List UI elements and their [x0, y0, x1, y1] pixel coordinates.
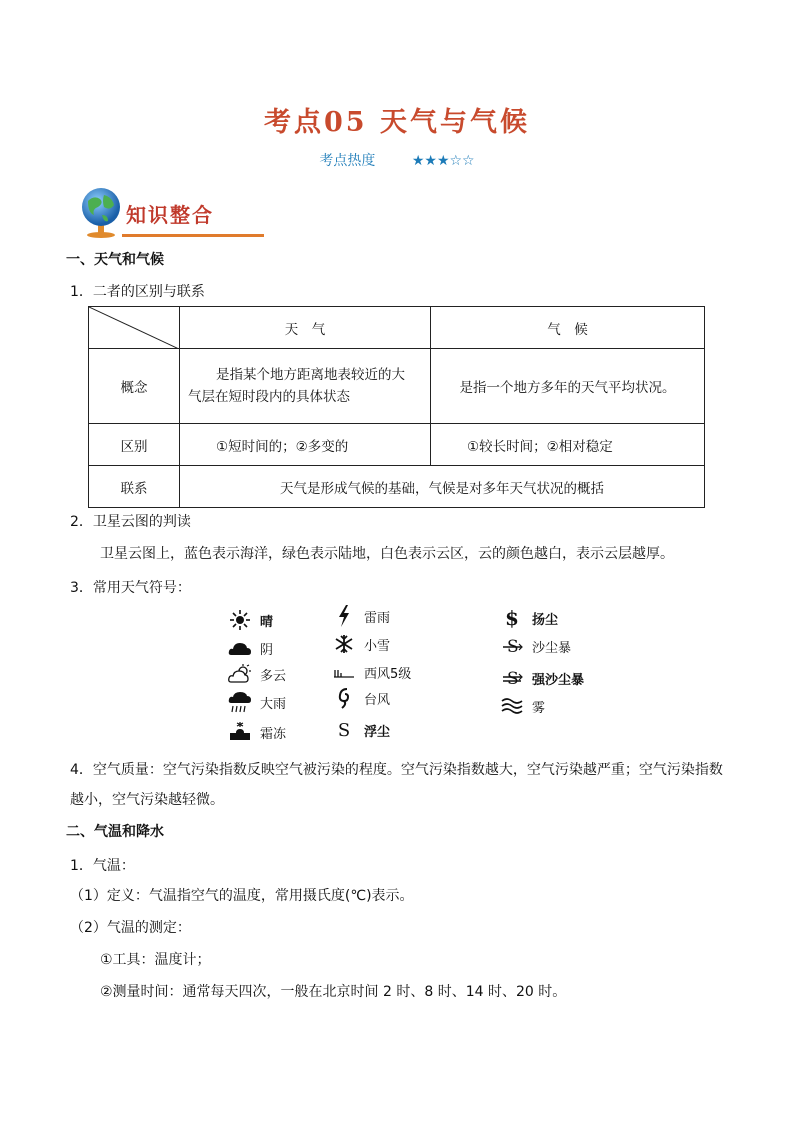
symbol-label: 扬尘: [532, 612, 559, 628]
heavy-rain-icon: [228, 692, 252, 712]
table-header-row: [89, 307, 705, 349]
symbol-label: 沙尘暴: [532, 640, 572, 656]
item3-label: 3．常用天气符号：: [70, 580, 191, 596]
svg-text:S: S: [507, 669, 519, 688]
banner-underline: [122, 234, 264, 237]
row-label-concept: 概念: [89, 349, 180, 424]
diagonal-line: [89, 307, 179, 349]
symbol-fog: [500, 696, 545, 716]
snow-icon: [332, 634, 356, 654]
item4-line2: 越小，空气污染越轻微。: [70, 792, 224, 808]
symbol-label: 小雪: [364, 638, 391, 654]
symbol-overcast: [228, 638, 273, 658]
table-row: [89, 424, 705, 466]
symbol-sandstorm: [500, 636, 571, 656]
cloudy-icon: [228, 664, 252, 684]
section1-heading: 一、天气和气候: [66, 252, 164, 268]
symbol-thunderstorm: [332, 606, 390, 626]
diagonal-corner-cell: [89, 307, 180, 349]
symbol-typhoon: [332, 688, 390, 708]
globe-icon: [74, 185, 128, 239]
symbol-frost: [228, 722, 286, 742]
typhoon-icon: [332, 688, 356, 708]
fog-icon: [500, 696, 524, 716]
symbol-west-wind: [332, 662, 411, 682]
sun-icon: [228, 610, 252, 630]
banner-label: 知识整合: [126, 203, 214, 227]
symbol-label: 雷雨: [364, 610, 391, 626]
symbol-label: 西风5级: [364, 666, 412, 682]
wind-icon: [332, 662, 356, 682]
svg-text:S: S: [507, 637, 519, 656]
symbol-label: 台风: [364, 692, 391, 708]
item1-label: 1．二者的区别与联系: [70, 284, 205, 300]
difference-climate: ①较长时间；②相对稳定: [431, 424, 705, 466]
comparison-table: [88, 306, 705, 508]
section2-heading: 二、气温和降水: [66, 824, 164, 840]
symbol-severe-sandstorm: [500, 668, 584, 688]
header-climate: 气 候: [431, 307, 705, 349]
item4-line1: 4．空气质量：空气污染指数反映空气被污染的程度。空气污染指数越大，空气污染越严重；空气污染指数: [70, 762, 723, 778]
symbol-light-snow: [332, 634, 390, 654]
symbol-label: 晴: [260, 614, 274, 630]
symbol-blowing-dust: [500, 608, 558, 628]
concept-weather-line2: 气层在短时段内的具体状态: [188, 389, 350, 405]
symbol-heavy-rain: [228, 692, 286, 712]
sandstorm-icon: [500, 636, 524, 656]
symbol-label: 阴: [260, 642, 274, 658]
section2-item1: 1．气温：: [70, 858, 135, 874]
symbol-label: 霜冻: [260, 726, 287, 742]
relation-merged: 天气是形成气候的基础，气候是对多年天气状况的概括: [180, 466, 705, 508]
symbol-sunny: [228, 610, 273, 630]
concept-weather: [180, 349, 431, 424]
item2-label: 2．卫星云图的判读: [70, 514, 191, 530]
measurement-time: ②测量时间：通常每天四次，一般在北京时间 2 时、8 时、14 时、20 时。: [100, 984, 567, 1000]
symbol-floating-dust: [332, 720, 390, 740]
symbol-label: 雾: [532, 700, 546, 716]
row-label-difference: 区别: [89, 424, 180, 466]
temperature-definition: （1）定义：气温指空气的温度，常用摄氏度(℃)表示。: [70, 888, 414, 904]
header-weather: 天 气: [180, 307, 431, 349]
frost-icon: [228, 722, 252, 742]
heat-label: 考点热度: [319, 153, 376, 169]
item2-text: 卫星云图上，蓝色表示海洋，绿色表示陆地，白色表示云区，云的颜色越白，表示云层越厚。: [100, 546, 674, 562]
overcast-icon: [228, 638, 252, 658]
severe-sandstorm-icon: [500, 668, 524, 688]
symbol-label: 强沙尘暴: [532, 672, 585, 688]
blowing-dust-icon: $: [505, 606, 519, 630]
symbol-label: 大雨: [260, 696, 287, 712]
section-banner: [74, 185, 264, 240]
page-title: 考点05 天气与气候: [264, 107, 530, 138]
symbol-cloudy: [228, 664, 286, 684]
symbol-label: 多云: [260, 668, 287, 684]
temperature-measurement: （2）气温的测定：: [70, 920, 191, 936]
floating-dust-icon: S: [337, 719, 351, 741]
table-row: [89, 466, 705, 508]
table-row: [89, 349, 705, 424]
difference-weather: ①短时间的；②多变的: [180, 424, 431, 466]
heat-stars: ★★★☆☆: [411, 153, 475, 169]
heat-rating: [0, 150, 794, 170]
concept-climate: 是指一个地方多年的天气平均状况。: [431, 349, 705, 424]
symbol-label: 浮尘: [364, 724, 391, 740]
concept-weather-line1: 是指某个地方距离地表较近的大: [216, 367, 405, 383]
measurement-tool: ①工具：温度计；: [100, 952, 211, 968]
row-label-relation: 联系: [89, 466, 180, 508]
thunderstorm-icon: [332, 606, 356, 626]
